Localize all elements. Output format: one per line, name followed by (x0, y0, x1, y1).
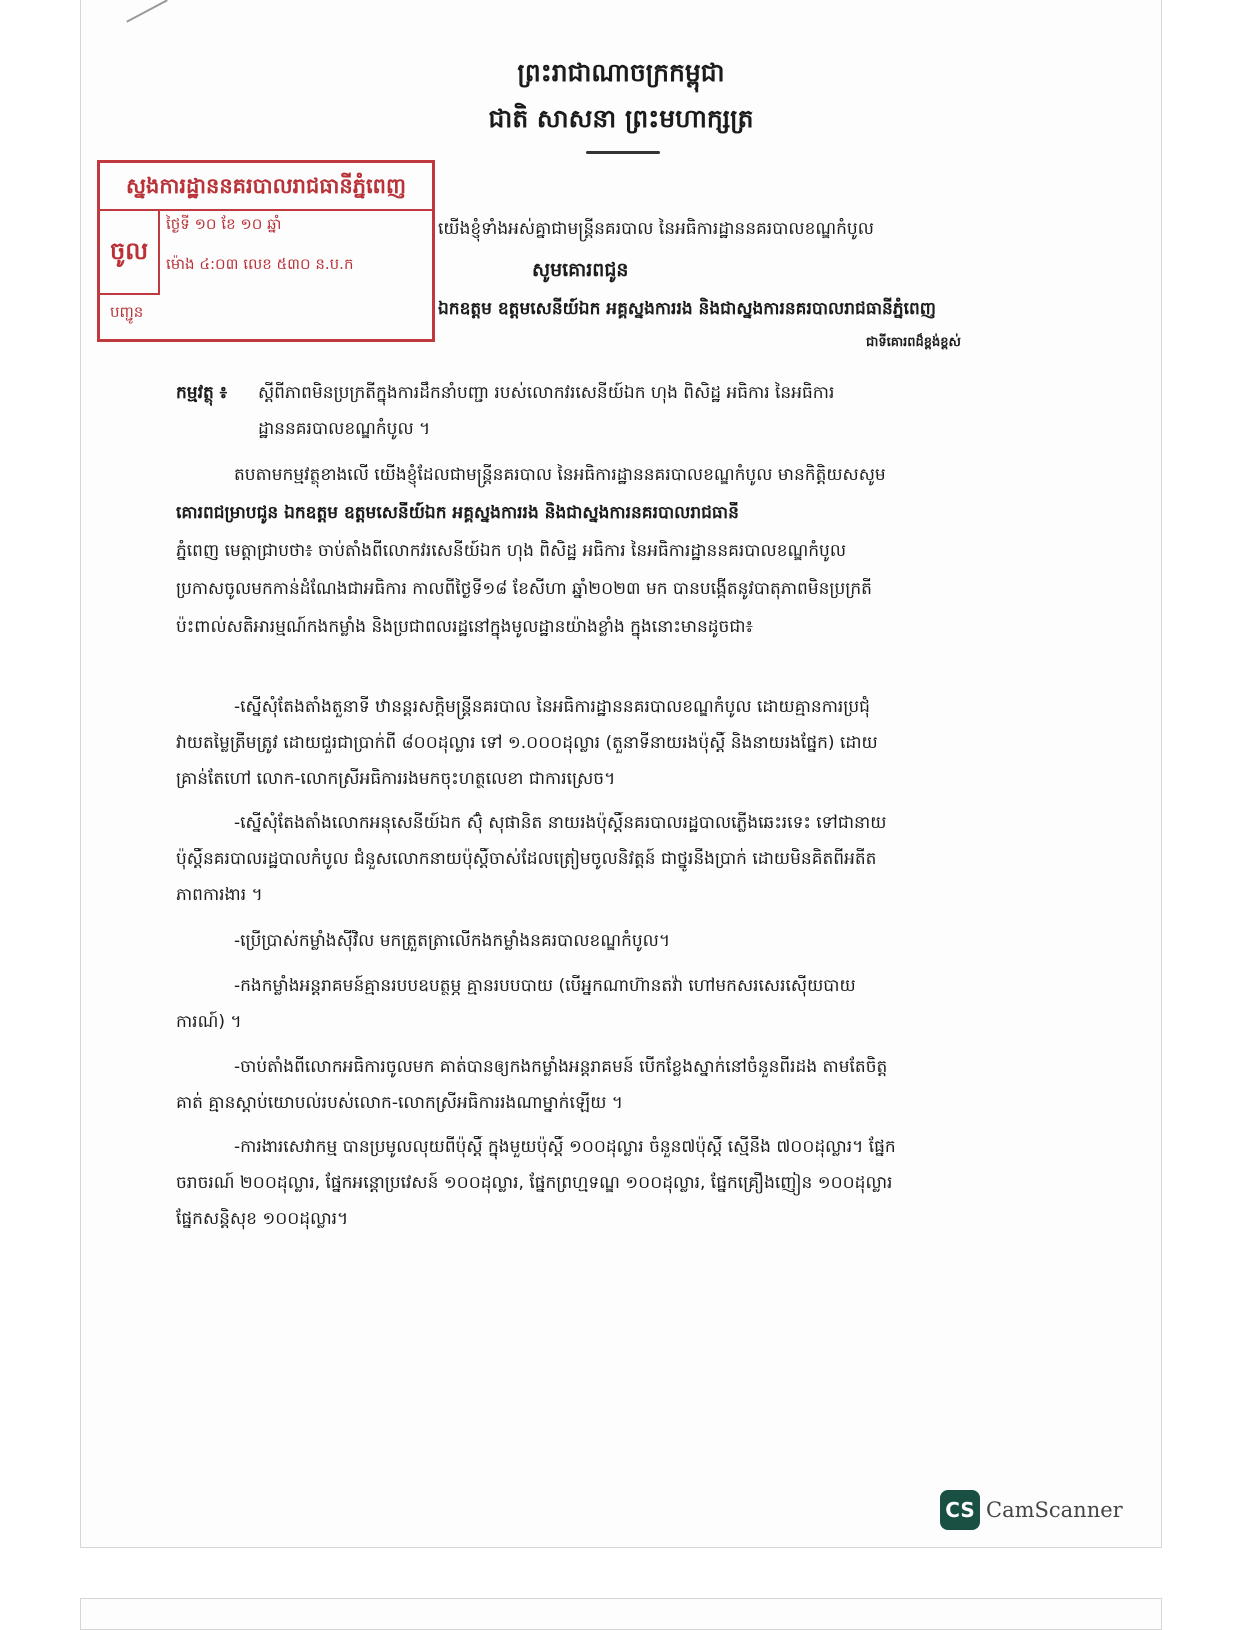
camscanner-watermark: CamScanner (986, 1498, 1123, 1522)
intro-line: គោរពជម្រាបជូន ឯកឧត្តម ឧត្តមសេនីយ៍ឯក អគ្គស្នងការរង និងជាស្នងការនគរបាលរាជធានី (176, 503, 739, 523)
heading-divider (586, 151, 660, 154)
stamp-label: ចូល (100, 209, 160, 295)
point-1-line: គ្រាន់តែហៅ លោក-លោកស្រីអធិការរងមកចុះហត្ថលេខា ជាការស្រេច។ (176, 769, 616, 789)
point-6-line: ផ្នែកសន្តិសុខ ១០០ដុល្លារ។ (176, 1209, 349, 1229)
subject-label: កម្មវត្ថុ ៖ (176, 383, 228, 403)
camscanner-logo-icon: CS (940, 1490, 980, 1530)
point-1-line: វាយតម្លៃត្រឹមត្រូវ ដោយជួរជាប្រាក់ពី ៨០០ដុល្លារ ទៅ ១.០០០ដុល្លារ (តួនាទីនាយរងប៉ុស្តិ៍ និងនាយរងផ្នែក) ដោយ (176, 733, 878, 753)
point-6-line: ចរាចរណ៍ ២០០ដុល្លារ, ផ្នែកអន្តោប្រវេសន៍ ១០០ដុល្លារ, ផ្នែកព្រហ្មទណ្ឌ ១០០ដុល្លារ, ផ្នែកគ្រឿងញៀន ១០០ដុល្លារ (176, 1173, 893, 1193)
stamp-reference: ម៉ោង ៤:០៣ លេខ ៥៣០ ន.ប.ក (166, 255, 354, 273)
intro-line: ប្រកាសចូលមកកាន់ដំណែងជាអធិការ កាលពីថ្ងៃទី១៨ ខែសីហា ឆ្នាំ២០២៣ មក បានបង្កើតនូវបាតុភាពមិនប្រក្រតី (176, 579, 872, 599)
next-page-edge (80, 1598, 1162, 1630)
sender-line: យើងខ្ញុំទាំងអស់គ្នាជាមន្ត្រីនគរបាល នៃអធិការដ្ឋាននគរបាលខណ្ឌកំបូល (438, 219, 874, 239)
recipient-honorific: ជាទីគោរពដ៏ខ្ពង់ខ្ពស់ (866, 335, 961, 350)
recipient-line: ឯកឧត្តម ឧត្តមសេនីយ៍ឯក អគ្គស្នងការរង និងជាស្នងការនគរបាលរាជធានីភ្នំពេញ (438, 299, 936, 319)
stamp-title: ស្នងការដ្ឋាននគរបាលរាជធានីភ្នំពេញ (100, 163, 432, 211)
motto-heading: ជាតិ សាសនា ព្រះមហាក្សត្រ (488, 104, 754, 133)
stamp-date: ថ្ងៃទី ១០ ខែ ១០ ឆ្នាំ (166, 215, 282, 233)
point-2-line: -ស្នើសុំតែងតាំងលោកអនុសេនីយ៍ឯក ស៊ុំ សុផានិត នាយរងប៉ុស្តិ៍នគរបាលរដ្ឋបាលភ្លើងឆេះរទេះ ទៅជានាយ (234, 813, 887, 833)
point-4-line: -កងកម្លាំងអន្តរាគមន៍គ្មានរបបឧបត្ថម្ភ គ្មានរបបបាយ (បើអ្នកណាហ៊ានតវ៉ា ហៅមកសរសេរស៊ើយបាយ (234, 976, 856, 996)
respectfully-to: សូមគោរពជូន (532, 259, 629, 281)
point-2-line: ភាពការងារ ។ (176, 885, 263, 905)
intro-line: តបតាមកម្មវត្ថុខាងលើ យើងខ្ញុំដែលជាមន្ត្រីនគរបាល នៃអធិការដ្ឋាននគរបាលខណ្ឌកំបូល មានកិត្តិយសសូម (234, 465, 886, 485)
intro-line: ភ្នំពេញ មេត្តាជ្រាបថា៖ ចាប់តាំងពីលោកវរសេនីយ៍ឯក ហុង ពិសិដ្ឋ អធិការ នៃអធិការដ្ឋាននគរបាលខណ្ឌកំបូល (176, 541, 847, 561)
intro-line: ប៉ះពាល់សតិអារម្មណ៍កងកម្លាំង និងប្រជាពលរដ្ឋនៅក្នុងមូលដ្ឋានយ៉ាងខ្លាំង ក្នុងនោះមានដូចជា៖ (176, 617, 754, 637)
stamp-footer: បញ្ជូន (110, 303, 144, 321)
point-5-line: -ចាប់តាំងពីលោកអធិការចូលមក គាត់បានឲ្យកងកម្លាំងអន្តរាគមន៍ បើកខ្លែងស្នាក់នៅចំនួនពីរដង តាមតែចិត្ត (234, 1057, 888, 1077)
subject-continued: ដ្ឋាននគរបាលខណ្ឌកំបូល ។ (258, 419, 431, 439)
kingdom-heading: ព្រះរាជាណាចក្រកម្ពុជា (517, 58, 725, 87)
point-6-line: -ការងារសេវាកម្ម បានប្រមូលលុយពីប៉ុស្តិ៍ ក្នុងមួយប៉ុស្តិ៍ ១០០ដុល្លារ ចំនួន៧ប៉ុស្តិ៍ ស្មើនឹង ៧០០ដុល្លារ។ ផ្នែក (234, 1137, 896, 1157)
point-2-line: ប៉ុស្តិ៍នគរបាលរដ្ឋបាលកំបូល ជំនួសលោកនាយប៉ុស្តិ៍ចាស់ដែលត្រៀមចូលនិវត្តន៍ ជាថ្នូរនឹងប្រាក់ ដោយមិនគិតពីអតីត (176, 849, 877, 869)
subject-text: ស្តីពីភាពមិនប្រក្រតីក្នុងការដឹកនាំបញ្ជា របស់លោកវរសេនីយ៍ឯក ហុង ពិសិដ្ឋ អធិការ នៃអធិការ (258, 383, 835, 403)
point-3-line: -ប្រើប្រាស់កម្លាំងស៊ីវិល មកត្រួតត្រាលើកងកម្លាំងនគរបាលខណ្ឌកំបូល។ (234, 931, 671, 951)
point-1-line: -ស្នើសុំតែងតាំងតួនាទី ឋានន្តរសក្តិមន្ត្រីនគរបាល នៃអធិការដ្ឋាននគរបាលខណ្ឌកំបូល ដោយគ្មានការប្រជុំ (234, 697, 870, 717)
point-5-line: គាត់ គ្មានស្តាប់យោបល់របស់លោក-លោកស្រីអធិការរងណាម្នាក់ឡើយ ។ (176, 1093, 624, 1113)
point-4-line: ការណ៍) ។ (176, 1012, 242, 1032)
received-stamp (97, 160, 435, 342)
